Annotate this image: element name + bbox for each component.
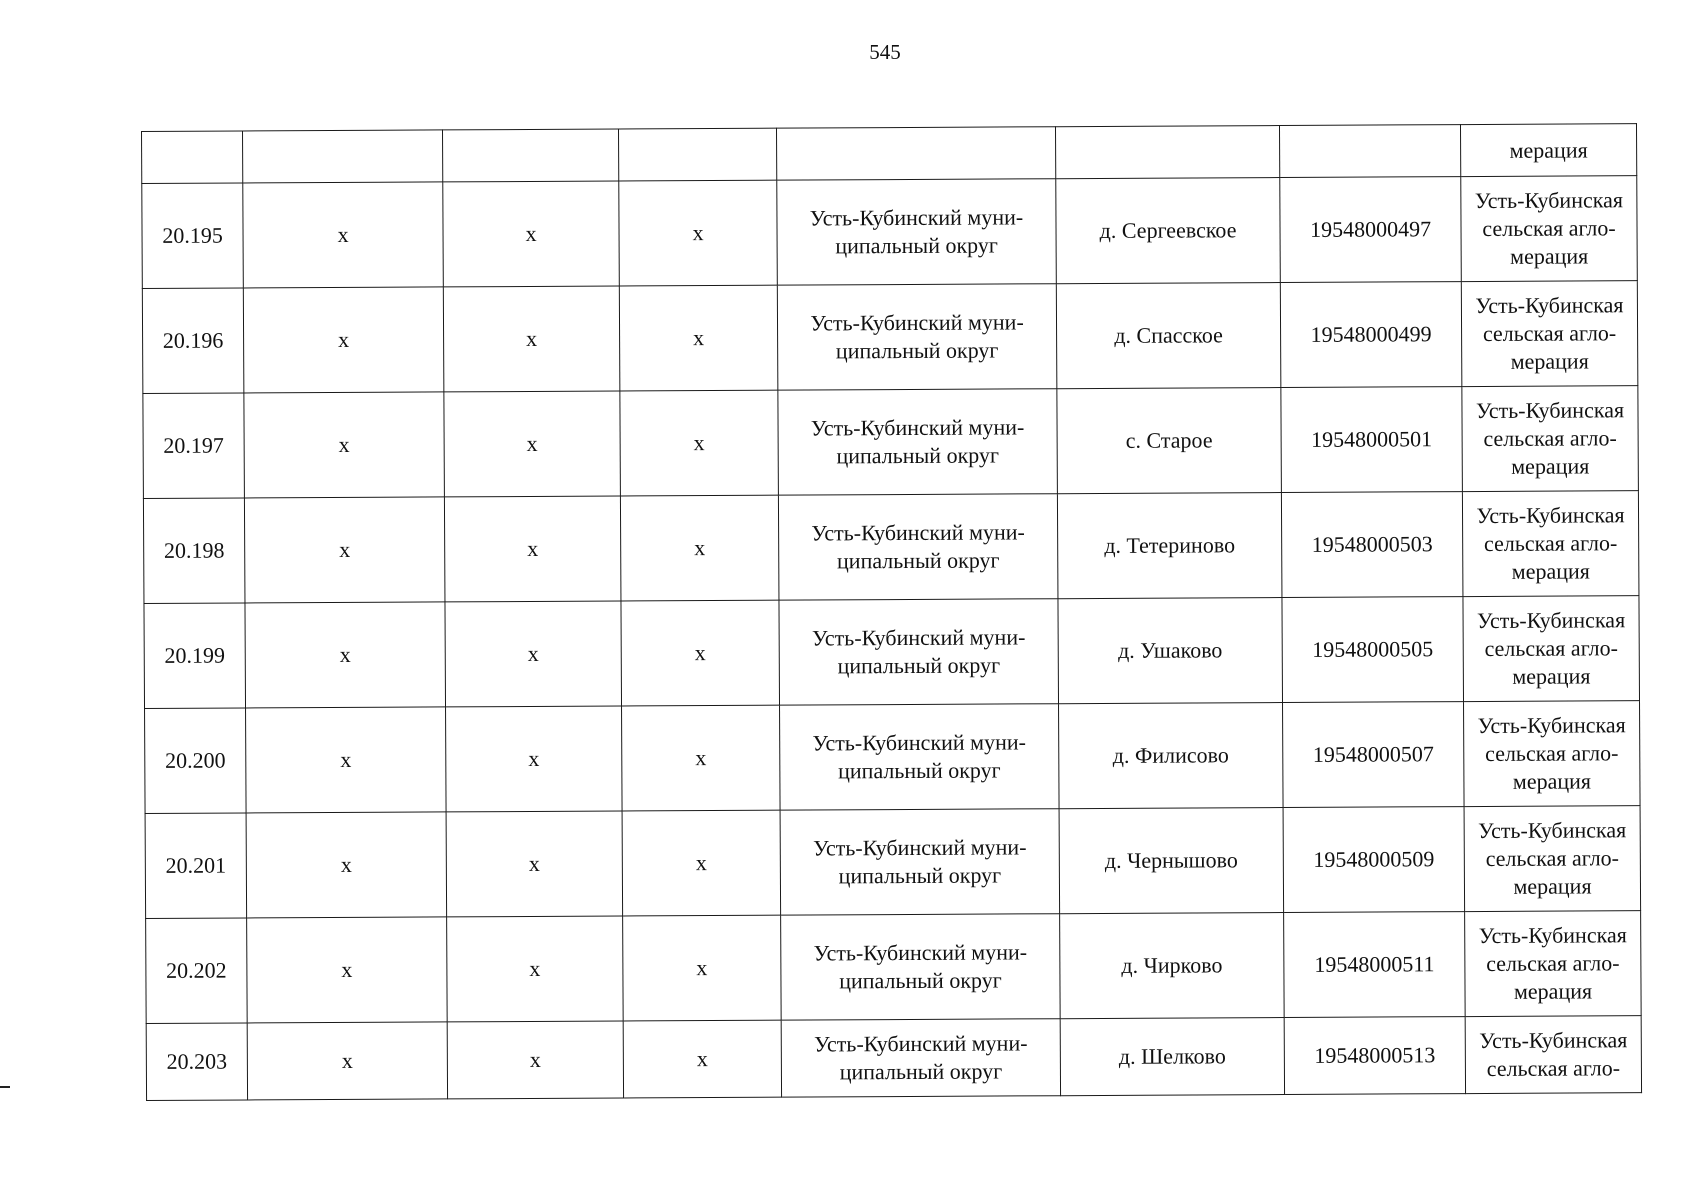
agglomeration-text: Усть-Кубинская сельская агло- мерация	[1475, 292, 1624, 374]
mark-text: х	[339, 536, 351, 562]
row-number-text: 20.196	[162, 327, 224, 353]
table-cell	[618, 128, 776, 181]
table-cell	[142, 131, 243, 184]
table-cell	[243, 130, 443, 183]
row-number-cell	[145, 813, 247, 919]
row-number-text: 20.199	[164, 642, 226, 668]
mark-cell	[621, 600, 780, 706]
settlement-cell	[1057, 388, 1282, 494]
mark-text: х	[693, 430, 705, 456]
mark-cell	[244, 497, 445, 603]
row-number-text: 20.203	[166, 1048, 228, 1074]
table-cell	[442, 129, 618, 182]
oktmo-code-cell	[1280, 282, 1462, 388]
mark-text: х	[696, 1046, 708, 1072]
mark-cell	[619, 285, 778, 391]
oktmo-code-text: 19548000507	[1312, 741, 1434, 767]
mark-cell	[244, 392, 445, 498]
district-cell	[778, 389, 1058, 495]
row-number-text: 20.195	[162, 222, 223, 248]
mark-text: х	[526, 430, 538, 456]
mark-text: х	[338, 326, 350, 352]
row-number-cell	[145, 708, 247, 814]
district-cell	[777, 179, 1057, 285]
mark-text: х	[529, 1046, 541, 1072]
row-number-text: 20.198	[163, 537, 225, 563]
mark-cell	[247, 1022, 447, 1100]
mark-text: х	[529, 955, 541, 981]
mark-text: х	[339, 641, 351, 667]
oktmo-code-cell	[1281, 387, 1463, 493]
district-cell	[778, 494, 1058, 600]
agglomeration-text: мерация	[1509, 136, 1588, 163]
oktmo-code-text: 19548000497	[1309, 216, 1432, 242]
agglomeration-text: Усть-Кубинская сельская агло- мерация	[1477, 712, 1626, 794]
mark-cell	[620, 495, 779, 601]
table-row	[146, 1016, 1641, 1101]
row-number-text: 20.201	[165, 852, 227, 878]
mark-cell	[623, 1020, 781, 1098]
oktmo-code-cell	[1284, 912, 1466, 1018]
mark-cell	[245, 602, 446, 708]
agglomeration-cell	[1461, 176, 1638, 282]
agglomeration-text: Усть-Кубинская сельская агло- мерация	[1475, 397, 1625, 479]
oktmo-code-text: 19548000499	[1310, 321, 1432, 347]
agglomeration-cell	[1464, 701, 1641, 807]
district-text: Усть-Кубинский муни- ципальный округ	[810, 309, 1024, 364]
mark-cell	[447, 916, 624, 1022]
settlement-cell	[1056, 178, 1281, 284]
district-cell	[780, 704, 1060, 810]
district-cell	[777, 284, 1057, 390]
row-number-cell	[144, 603, 246, 709]
agglomeration-text: Усть-Кубинская сельская агло- мерация	[1474, 187, 1624, 269]
settlement-cell	[1060, 913, 1285, 1019]
mark-cell	[447, 1021, 623, 1099]
district-text: Усть-Кубинский муни- ципальный округ	[811, 519, 1025, 574]
mark-text: х	[527, 640, 539, 666]
mark-cell	[622, 810, 781, 916]
mark-text: х	[341, 1047, 353, 1073]
agglomeration-cell	[1460, 124, 1636, 177]
row-number-text: 20.197	[163, 432, 224, 458]
mark-text: х	[340, 746, 352, 772]
oktmo-code-text: 19548000509	[1313, 846, 1435, 872]
mark-cell	[247, 917, 448, 1023]
mark-cell	[445, 601, 622, 707]
settlement-text: с. Старое	[1125, 427, 1213, 453]
mark-cell	[246, 812, 447, 918]
mark-cell	[443, 286, 620, 392]
mark-text: х	[695, 745, 707, 771]
mark-text: х	[340, 851, 352, 877]
settlement-text: д. Чернышово	[1104, 847, 1238, 873]
mark-text: х	[526, 325, 538, 351]
mark-cell	[243, 287, 444, 393]
agglomeration-text: Усть-Кубинская сельская агло-	[1479, 1027, 1628, 1081]
mark-text: х	[528, 745, 540, 771]
district-text: Усть-Кубинский муни- ципальный округ	[809, 204, 1024, 259]
agglomeration-text: Усть-Кубинская сельская агло- мерация	[1476, 607, 1626, 689]
mark-text: х	[525, 220, 537, 246]
settlement-text: д. Чирково	[1121, 952, 1223, 978]
table-cell	[776, 127, 1055, 180]
district-text: Усть-Кубинский муни- ципальный округ	[812, 729, 1026, 784]
settlement-text: д. Спасское	[1114, 322, 1223, 348]
oktmo-code-cell	[1280, 177, 1462, 283]
oktmo-code-cell	[1282, 597, 1464, 703]
table-row	[143, 386, 1639, 499]
continuation-row	[142, 124, 1637, 184]
mark-text: х	[694, 535, 706, 561]
table-row	[145, 806, 1641, 919]
mark-cell	[446, 811, 623, 917]
district-text: Усть-Кубинский муни- ципальный округ	[812, 834, 1027, 889]
row-number-cell	[142, 183, 244, 289]
table-row	[145, 701, 1641, 814]
agglomeration-text: Усть-Кубинская сельская агло- мерация	[1476, 502, 1625, 584]
row-number-cell	[146, 1023, 247, 1101]
page-number: 545	[869, 40, 901, 64]
oktmo-code-text: 19548000511	[1314, 951, 1435, 977]
mark-text: х	[337, 221, 349, 247]
oktmo-code-cell	[1283, 702, 1465, 808]
settlement-cell	[1059, 703, 1284, 809]
agglomeration-cell	[1465, 1016, 1641, 1094]
mark-text: х	[692, 220, 704, 246]
oktmo-code-text: 19548000503	[1311, 531, 1433, 557]
agglomeration-cell	[1462, 386, 1639, 492]
mark-cell	[243, 182, 444, 288]
district-text: Усть-Кубинский муни- ципальный округ	[810, 414, 1025, 469]
agglomeration-cell	[1461, 281, 1638, 387]
table-cell	[1279, 125, 1460, 178]
settlement-cell	[1056, 283, 1281, 389]
district-text: Усть-Кубинский муни- ципальный округ	[814, 1030, 1028, 1085]
settlement-text: д. Сергеевское	[1099, 217, 1237, 243]
settlement-text: д. Шелково	[1118, 1043, 1226, 1069]
agglomeration-text: Усть-Кубинская сельская агло- мерация	[1478, 817, 1627, 899]
oktmo-code-text: 19548000513	[1314, 1042, 1436, 1068]
settlement-text: д. Тетериново	[1104, 532, 1236, 558]
district-text: Усть-Кубинский муни- ципальный округ	[813, 939, 1028, 994]
settlement-cell	[1059, 808, 1284, 914]
table-row	[146, 911, 1642, 1024]
settlement-text: д. Филисово	[1112, 742, 1229, 768]
mark-cell	[246, 707, 447, 813]
table-row	[142, 176, 1638, 289]
row-number-text: 20.200	[164, 747, 226, 773]
mark-text: х	[341, 956, 353, 982]
mark-cell	[619, 180, 778, 286]
oktmo-code-cell	[1284, 1017, 1465, 1095]
mark-text: х	[694, 640, 706, 666]
settlement-text: д. Ушаково	[1117, 637, 1223, 663]
oktmo-code-cell	[1281, 492, 1463, 598]
mark-text: х	[338, 431, 350, 457]
oktmo-code-text: 19548000501	[1311, 426, 1433, 452]
mark-cell	[443, 181, 620, 287]
settlements-table	[141, 123, 1642, 1101]
settlement-cell	[1058, 598, 1283, 704]
agglomeration-cell	[1464, 806, 1641, 912]
district-cell	[781, 1019, 1060, 1097]
table-row	[144, 596, 1640, 709]
agglomeration-cell	[1463, 596, 1640, 702]
mark-cell	[444, 496, 621, 602]
row-number-cell	[143, 393, 245, 499]
settlement-cell	[1060, 1018, 1284, 1096]
district-cell	[781, 914, 1061, 1020]
mark-cell	[620, 390, 779, 496]
district-cell	[780, 809, 1060, 915]
mark-text: х	[695, 850, 707, 876]
oktmo-code-cell	[1283, 807, 1465, 913]
mark-text: х	[528, 850, 540, 876]
agglomeration-cell	[1462, 491, 1639, 597]
mark-text: х	[527, 535, 539, 561]
mark-cell	[446, 706, 623, 812]
district-text: Усть-Кубинский муни- ципальный округ	[811, 624, 1026, 679]
table-cell	[1055, 126, 1279, 179]
mark-cell	[622, 705, 781, 811]
table-row	[142, 281, 1638, 394]
row-number-cell	[143, 498, 245, 604]
agglomeration-text: Усть-Кубинская сельская агло- мерация	[1478, 922, 1627, 1004]
mark-text: х	[693, 325, 705, 351]
margin-mark	[0, 1086, 10, 1088]
table-row	[143, 491, 1639, 604]
row-number-text: 20.202	[166, 957, 227, 983]
mark-cell	[444, 391, 621, 497]
row-number-cell	[146, 918, 248, 1024]
agglomeration-cell	[1465, 911, 1642, 1017]
settlement-cell	[1057, 493, 1282, 599]
mark-cell	[623, 915, 782, 1021]
mark-text: х	[696, 955, 708, 981]
district-cell	[779, 599, 1059, 705]
row-number-cell	[142, 288, 244, 394]
oktmo-code-text: 19548000505	[1312, 636, 1434, 662]
